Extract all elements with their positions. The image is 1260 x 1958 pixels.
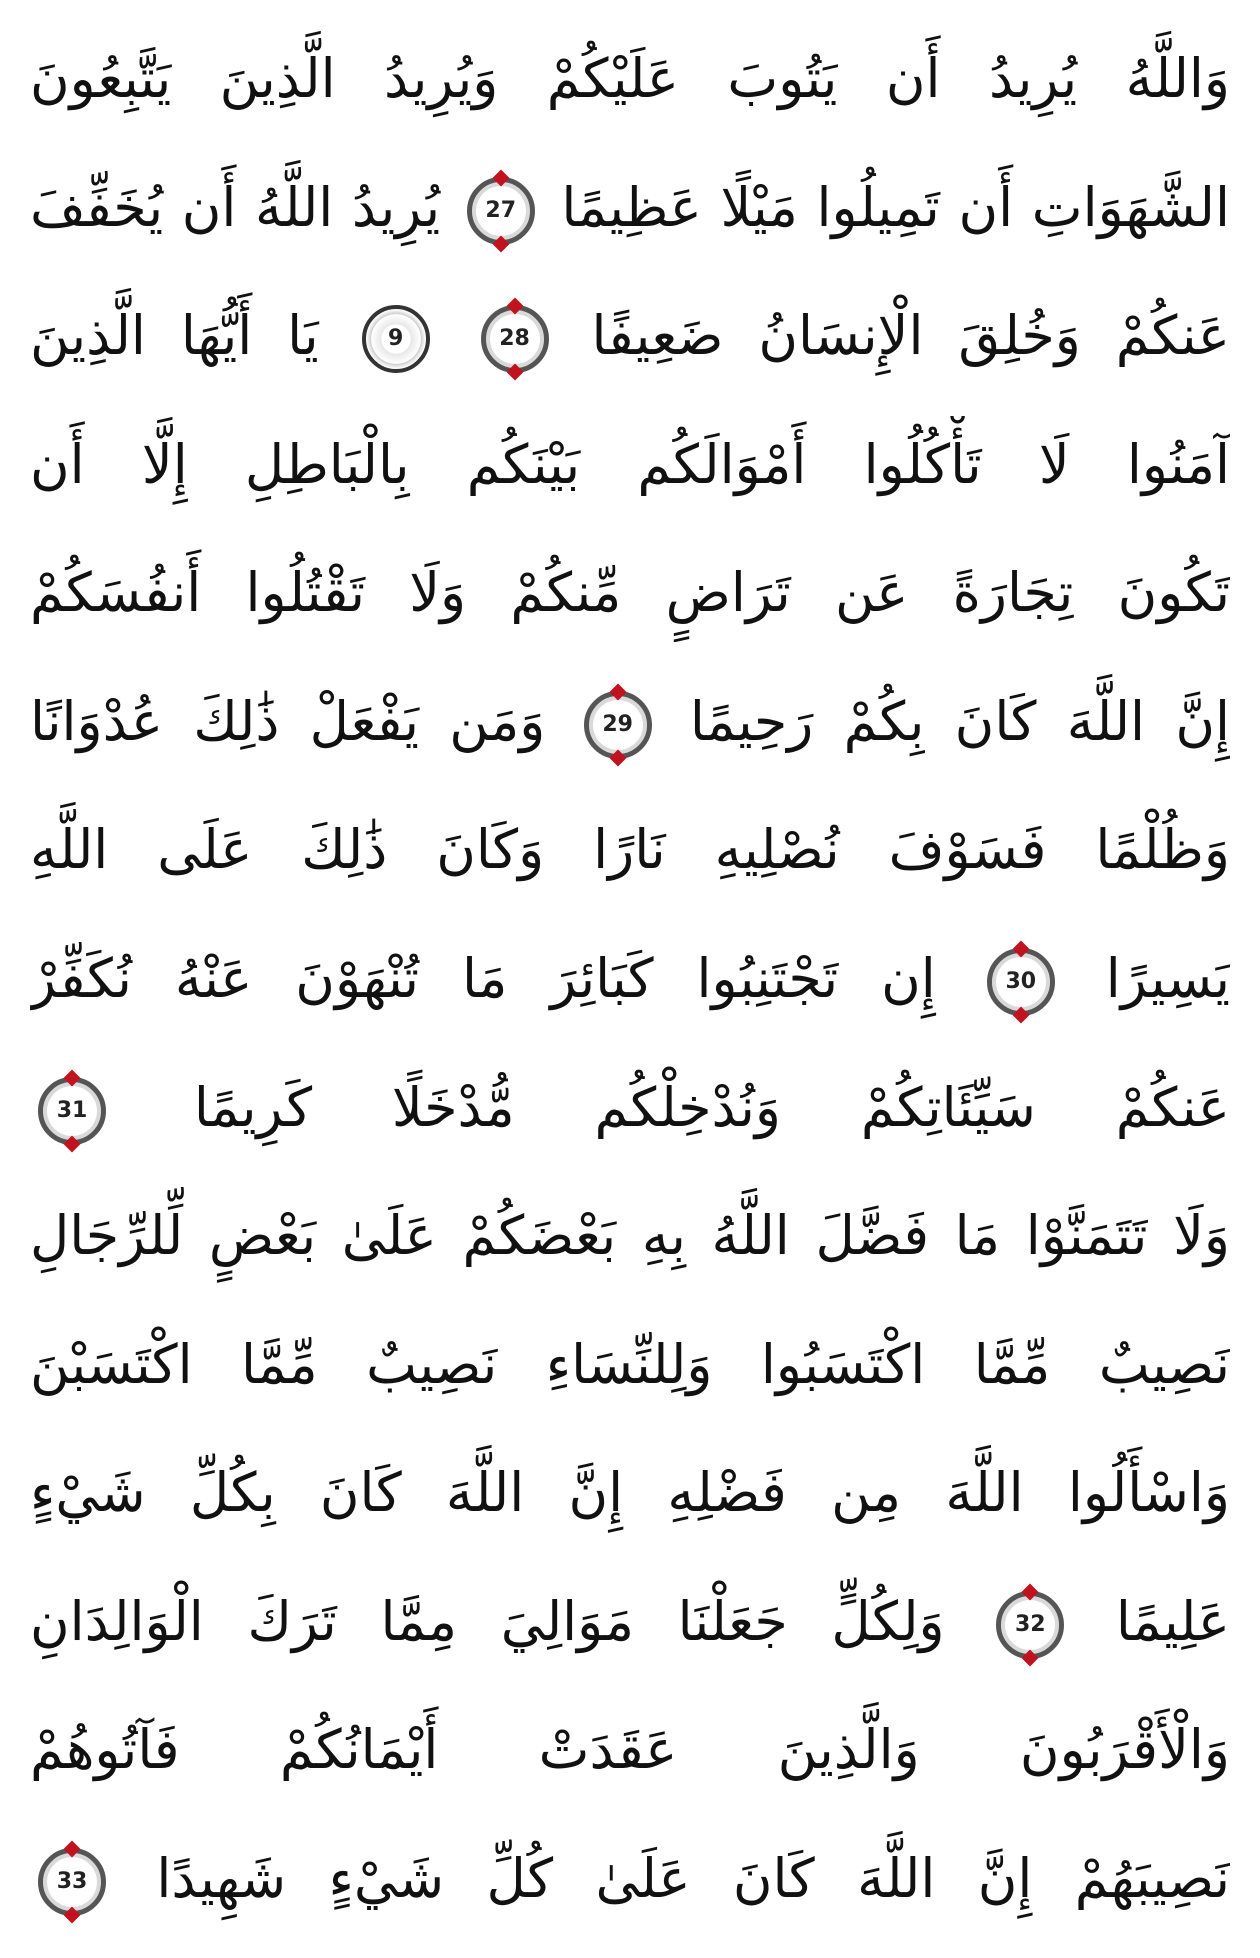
text-line-5 (30, 544, 1230, 642)
line-15-text-1: نَصِيبَهُمْ إِنَّ اللَّهَ كَانَ عَلَىٰ كُلِّ شَيْءٍ شَهِيدًا (156, 1846, 1230, 1910)
text-line-6 (30, 673, 1230, 771)
line-14-text-1: وَالْأَقْرَبُونَ وَالَّذِينَ عَقَدَتْ أَيْمَانُكُمْ فَآتُوهُمْ (30, 1718, 1230, 1782)
text-line-14 (30, 1701, 1230, 1799)
text-line-7 (30, 801, 1230, 899)
line-5-text-1: تَكُونَ تِجَارَةً عَن تَرَاضٍ مِّنكُمْ وَلَا تَقْتُلُوا أَنفُسَكُمْ (30, 561, 1230, 625)
line-1-text-1: وَاللَّهُ يُرِيدُ أَن يَتُوبَ عَلَيْكُمْ وَيُرِيدُ الَّذِينَ يَتَّبِعُونَ (30, 47, 1230, 110)
hizb-marker (362, 305, 430, 373)
line-9-text-1: عَنكُمْ سَيِّئَاتِكُمْ وَنُدْخِلْكُم مُّدْخَلًا كَرِيمًا (193, 1075, 1230, 1139)
text-line-2 (30, 159, 1230, 257)
line-13-text-1: عَلِيمًا (1115, 1589, 1230, 1653)
line-2-text-2: يُرِيدُ اللَّهُ أَن يُخَفِّفَ (30, 175, 441, 239)
line-7-text-1: وَظُلْمًا فَسَوْفَ نُصْلِيهِ نَارًا وَكَانَ ذَٰلِكَ عَلَى اللَّهِ (30, 818, 1230, 882)
verse-marker-29 (584, 691, 652, 759)
line-8-text-1: يَسِيرًا (1105, 946, 1230, 1010)
quran-page (30, 30, 1230, 1928)
text-line-13 (30, 1573, 1230, 1671)
text-line-11 (30, 1316, 1230, 1414)
text-line-4 (30, 416, 1230, 514)
verse-number-33: 33 (56, 1869, 88, 1895)
line-13-text-2: وَلِكُلٍّ جَعَلْنَا مَوَالِيَ مِمَّا تَرَكَ الْوَالِدَانِ (30, 1589, 945, 1653)
verse-number-29: 29 (602, 712, 633, 738)
verse-marker-30 (987, 948, 1055, 1016)
verse-marker-33 (38, 1848, 106, 1916)
line-6-text-1: إِنَّ اللَّهَ كَانَ بِكُمْ رَحِيمًا (689, 689, 1230, 753)
line-8-text-2: إِن تَجْتَنِبُوا كَبَائِرَ مَا تُنْهَوْنَ عَنْهُ نُكَفِّرْ (30, 946, 936, 1010)
verse-marker-27 (467, 177, 535, 245)
text-line-1 (30, 30, 1230, 128)
hizb-number: 9 (387, 326, 404, 352)
line-12-text-1: وَاسْأَلُوا اللَّهَ مِن فَضْلِهِ إِنَّ اللَّهَ كَانَ بِكُلِّ شَيْءٍ (30, 1461, 1230, 1525)
text-line-10 (30, 1187, 1230, 1285)
line-6-text-2: وَمَن يَفْعَلْ ذَٰلِكَ عُدْوَانًا (30, 689, 546, 753)
text-line-3 (30, 287, 1230, 385)
text-line-15 (30, 1830, 1230, 1928)
verse-marker-28 (481, 305, 549, 373)
verse-number-28: 28 (499, 326, 530, 352)
line-10-text-1: وَلَا تَتَمَنَّوْا مَا فَضَّلَ اللَّهُ بِهِ بَعْضَكُمْ عَلَىٰ بَعْضٍ لِّلرِّجَالِ (30, 1204, 1230, 1268)
line-3-text-2: يَا أَيُّهَا الَّذِينَ (30, 304, 319, 368)
verse-marker-31 (38, 1077, 106, 1145)
verse-number-31: 31 (56, 1097, 88, 1123)
verse-number-30: 30 (1005, 969, 1037, 995)
verse-marker-32 (996, 1591, 1064, 1659)
line-3-text-1: عَنكُمْ وَخُلِقَ الْإِنسَانُ ضَعِيفًا (591, 304, 1230, 368)
text-line-8 (30, 930, 1230, 1028)
line-2-text-1: الشَّهَوَاتِ أَن تَمِيلُوا مَيْلًا عَظِيمًا (561, 175, 1230, 239)
text-line-12 (30, 1444, 1230, 1542)
text-line-9 (30, 1059, 1230, 1157)
line-4-text-1: آمَنُوا لَا تَأْكُلُوا أَمْوَالَكُم بَيْنَكُم بِالْبَاطِلِ إِلَّا أَن (30, 432, 1230, 496)
line-11-text-1: نَصِيبٌ مِّمَّا اكْتَسَبُوا وَلِلنِّسَاءِ نَصِيبٌ مِّمَّا اكْتَسَبْنَ (30, 1332, 1230, 1396)
verse-number-32: 32 (1014, 1612, 1046, 1638)
verse-number-27: 27 (485, 197, 517, 223)
